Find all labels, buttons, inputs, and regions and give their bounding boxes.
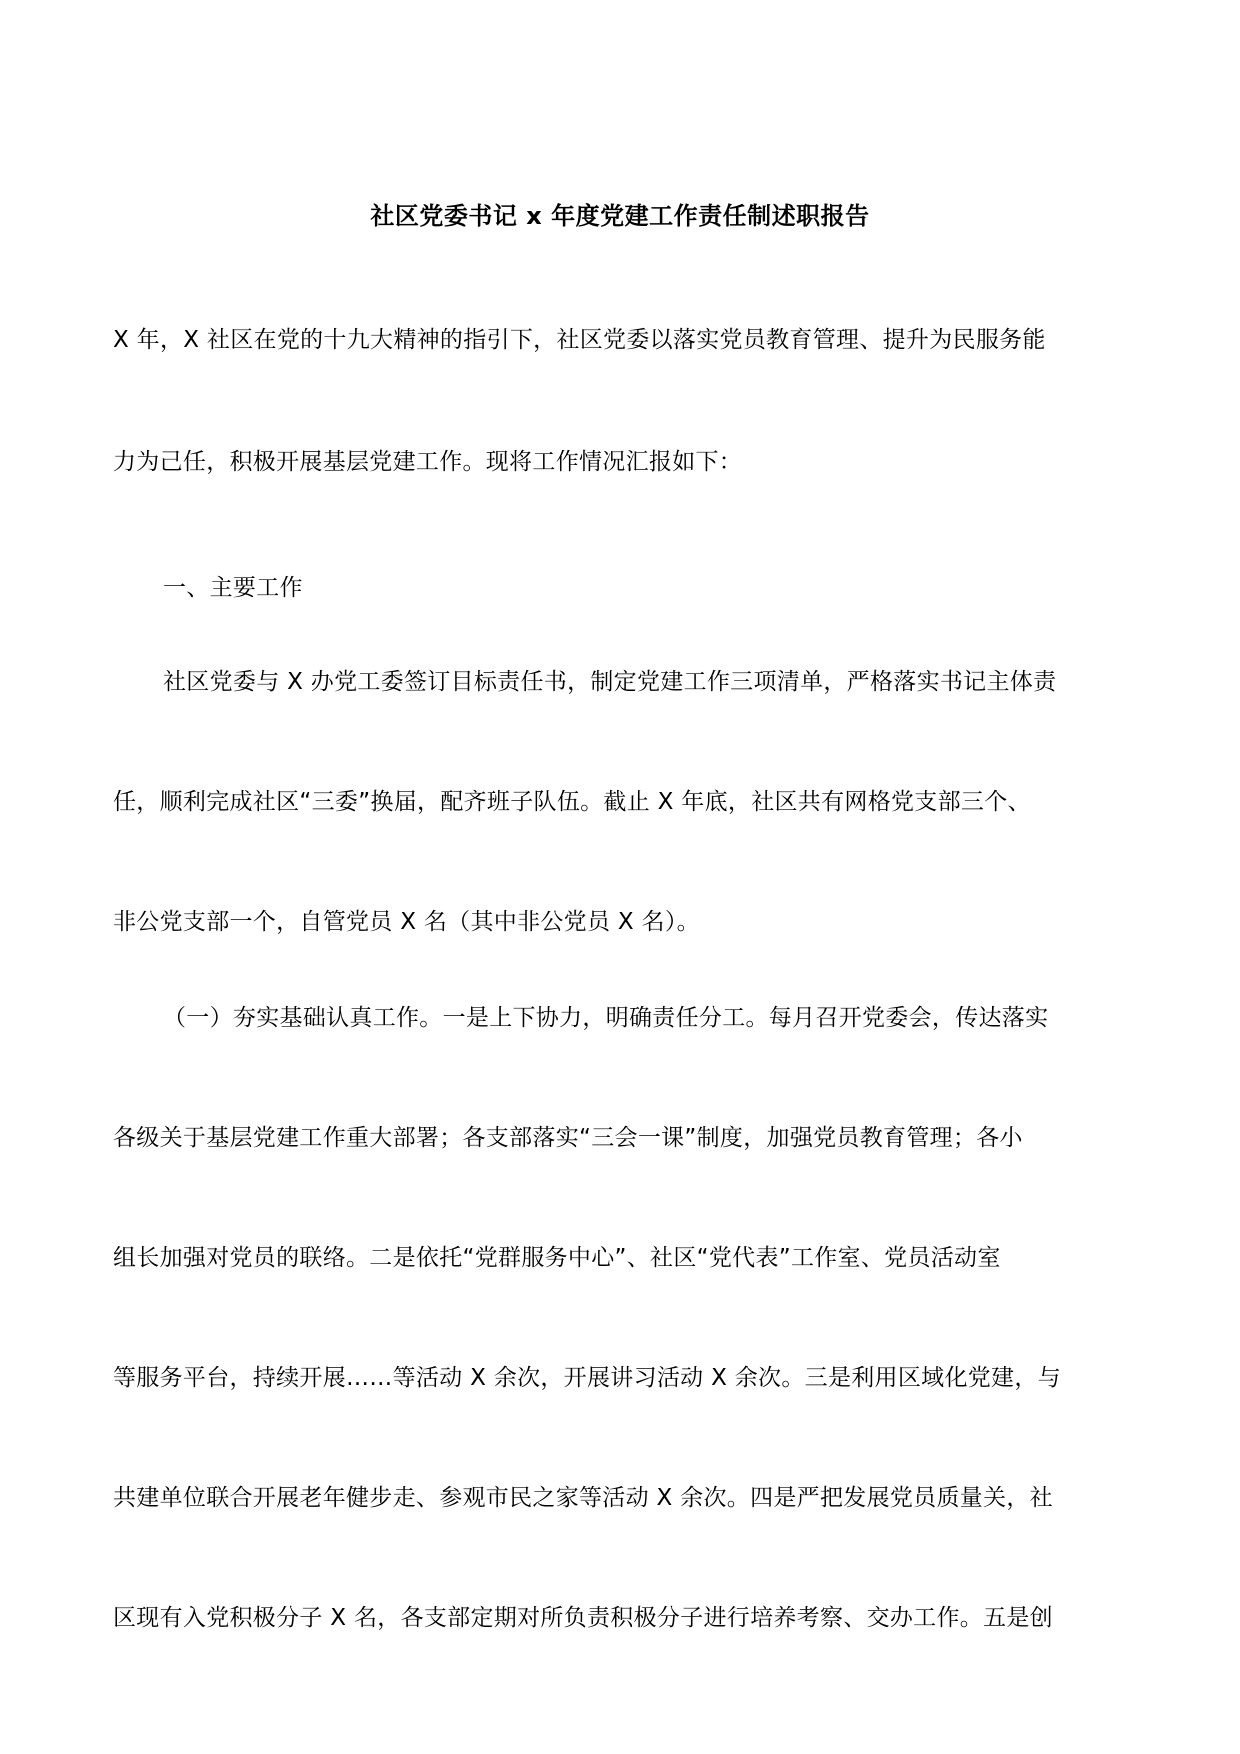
paragraph-1-line-2: 任，顺利完成社区“三委”换届，配齐班子队伍。截止 X 年底，社区共有网格党支部三个、 xyxy=(113,789,1031,815)
intro-line-2: 力为己任，积极开展基层党建工作。现将工作情况汇报如下： xyxy=(113,449,743,475)
paragraph-2-line-4: 等服务平台，持续开展……等活动 X 余次，开展讲习活动 X 余次。三是利用区域化党建，与 xyxy=(113,1365,1061,1391)
paragraph-1-line-3: 非公党支部一个，自管党员 X 名（其中非公党员 X 名）。 xyxy=(113,909,700,935)
paragraph-2-line-3: 组长加强对党员的联络。二是依托“党群服务中心”、社区“党代表”工作室、党员活动室 xyxy=(113,1245,1001,1271)
intro-line-1: X 年，X 社区在党的十九大精神的指引下，社区党委以落实党员教育管理、提升为民服务能 xyxy=(113,327,1046,353)
paragraph-1-line-1: 社区党委与 X 办党工委签订目标责任书，制定党建工作三项清单，严格落实书记主体责 xyxy=(163,669,1057,695)
section-heading: 一、主要工作 xyxy=(163,575,303,601)
paragraph-2-line-1: （一）夯实基础认真工作。一是上下协力，明确责任分工。每月召开党委会，传达落实 xyxy=(163,1005,1049,1031)
paragraph-2-line-5: 共建单位联合开展老年健步走、参观市民之家等活动 X 余次。四是严把发展党员质量关，社 xyxy=(113,1485,1053,1511)
paragraph-2-line-6: 区现有入党积极分子 X 名，各支部定期对所负责积极分子进行培养考察、交办工作。五是创 xyxy=(113,1605,1053,1631)
document-title: 社区党委书记 x 年度党建工作责任制述职报告 xyxy=(370,202,870,230)
paragraph-2-line-2: 各级关于基层党建工作重大部署；各支部落实“三会一课”制度，加强党员教育管理；各小 xyxy=(113,1125,1023,1151)
